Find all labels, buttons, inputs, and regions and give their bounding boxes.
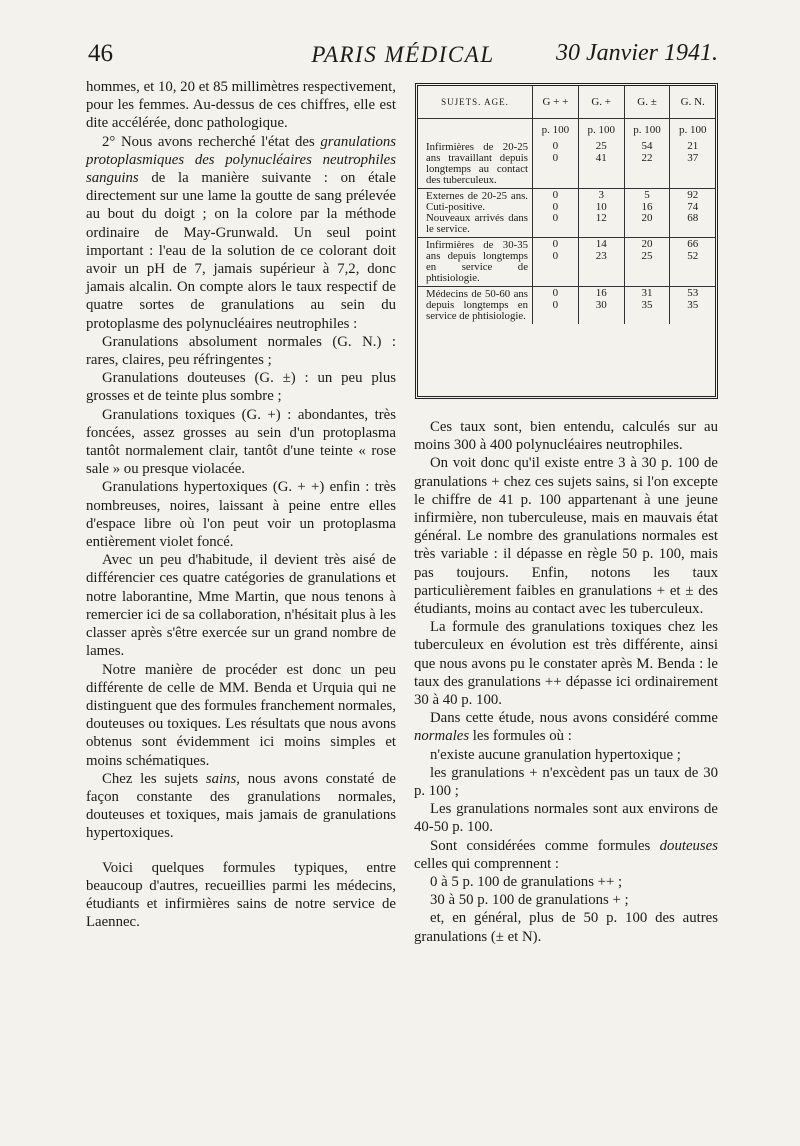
value-cell bbox=[578, 238, 624, 287]
paragraph: 2° Nous avons recherché l'état des granulations protoplasmiques des polynucléaires neutrophiles sanguins de la manière suivante : on étale directement sur une lame la goutte de sang prélevée au bout du doigt ; on la colore par la méthode ordinaire de May-Grunwald. Un seul point important : l'eau de la solution de ce colorant doit avoir un pH de 7, jamais supérieur à 7,2, donc jamais alcalin. On compte alors le taux respectif de quatre sortes de granulations au sein du protoplasme des polynucléaires neutrophiles : bbox=[86, 133, 396, 332]
paragraph: Dans cette étude, nous avons considéré comme normales les formules où : bbox=[414, 710, 718, 745]
unit-label: p. 100 bbox=[678, 124, 707, 136]
table-value: 20 bbox=[641, 212, 653, 224]
unit-label: p. 100 bbox=[624, 119, 670, 141]
paragraph: 30 à 50 p. 100 de granulations + ; bbox=[430, 892, 629, 909]
table-value: 22 bbox=[641, 151, 653, 164]
table-header: G. + bbox=[578, 86, 624, 119]
paragraph: Granulations douteuses (G. ±) : un peu plus grosses et de teinte plus sombre ; bbox=[86, 370, 396, 405]
table-value: 23 bbox=[595, 249, 607, 262]
value-cell bbox=[578, 140, 624, 189]
value-cell bbox=[670, 189, 715, 238]
right-column bbox=[414, 418, 718, 946]
paragraph: et, en général, plus de 50 p. 100 des autres granulations (± et N). bbox=[414, 910, 718, 945]
table-value: 10 bbox=[595, 200, 607, 213]
paragraph: Notre manière de procéder est donc un peu différente de celle de MM. Benda et Urquia qui ne distinguent que des formules franchement normales, douteuses ou toxiques. Les résultats que nous avons obtenus sont évidemment ici moins simples et moins schématiques. bbox=[86, 661, 396, 769]
table-value: 25 bbox=[595, 140, 607, 152]
paragraph: On voit donc qu'il existe entre 3 à 30 p. 100 de granulations + chez ces sujets sains, si l'on excepte le chiffre de 41 p. 100 appartenant à une jeune infirmière, non tuberculeuse, mais en mauvais état général. Le nombre des granulations normales est très variable : il dépasse en règle 50 p. 100, mais pas toujours. Enfin, notons les taux particulièrement faibles en granulations + et ± des étudiants, moins au contact avec les tuberculeux. bbox=[414, 455, 718, 618]
page-number: 46 bbox=[88, 40, 113, 67]
value-cell bbox=[624, 189, 670, 238]
table-header: G + + bbox=[533, 86, 579, 119]
table-value: 0 bbox=[552, 249, 559, 262]
table-value: 5 bbox=[644, 189, 650, 201]
table-value: 0 bbox=[552, 298, 559, 311]
paragraph: Ces taux sont, bien entendu, calculés sur au moins 300 à 400 polynucléaires neutrophiles. bbox=[414, 419, 718, 454]
paragraph: Sont considérées comme formules douteuses celles qui comprennent : bbox=[414, 837, 718, 872]
table-value: 14 bbox=[595, 238, 607, 250]
table-header: SUJETS. AGE. bbox=[418, 86, 533, 119]
value-cell bbox=[533, 140, 579, 189]
paragraph: n'existe aucune granulation hypertoxique ; bbox=[430, 746, 681, 763]
paragraph: Granulations absolument normales (G. N.) : rares, claires, peu réfringentes ; bbox=[86, 333, 396, 369]
table-value: 0 bbox=[552, 238, 559, 250]
value-cell bbox=[578, 189, 624, 238]
paragraph: Avec un peu d'habitude, il devient très aisé de différencier ces quatre catégories de granulations et notre laborantine, Mme Martin, que nous tenons à remercier ici de sa collaboration, n'hésitait plus à les classer après s'être exercée sur un grand nombre de lames. bbox=[86, 552, 396, 660]
table-value: 31 bbox=[641, 287, 653, 299]
paragraph: La formule des granulations toxiques chez les tuberculeux en évolution est très différente, ainsi que nous avons pu le constater après M. Benda : le taux des granulations ++ dépasse ici ordinairement 30 à 40 p. 100. bbox=[414, 619, 718, 709]
table-value: 21 bbox=[687, 140, 699, 152]
paragraph: Granulations hypertoxiques (G. + +) enfin : très nombreuses, noires, laissant à peine entre elles d'espace libre où l'on peut voir un protoplasma entièrement violet foncé. bbox=[86, 479, 396, 551]
table-value: 0 bbox=[552, 189, 559, 201]
table-row bbox=[418, 140, 715, 189]
table-value: 0 bbox=[552, 200, 559, 213]
table-value: 3 bbox=[598, 189, 604, 201]
value-cell bbox=[624, 140, 670, 189]
table-row bbox=[418, 238, 715, 287]
table-row bbox=[418, 287, 715, 325]
paragraph: les granulations + n'excèdent pas un taux de 30 p. 100 ; bbox=[414, 764, 718, 800]
value-cell bbox=[533, 189, 579, 238]
table-value: 66 bbox=[687, 238, 699, 250]
subject-description: Médecins de 50-60 ans depuis longtemps en service de phtisiologie. bbox=[418, 287, 533, 325]
paragraph: Granulations toxiques (G. +) : abondantes, très foncées, assez grosses au sein d'un protoplasma tantôt normalement clair, tantôt d'une teinte « rose sale » ou presque violacée. bbox=[86, 406, 396, 478]
unit-label: p. 100 bbox=[533, 119, 579, 141]
table-value: 35 bbox=[641, 298, 653, 311]
table-value: 25 bbox=[641, 249, 653, 262]
table-value: 30 bbox=[595, 298, 607, 311]
table-value: 37 bbox=[687, 151, 699, 164]
paragraph: hommes, et 10, 20 et 85 millimètres respectivement, pour les femmes. Au-dessus de ces chiffres, elle est dite accélérée, donc pathologique. bbox=[86, 79, 396, 132]
table-value: 0 bbox=[552, 140, 559, 152]
table-value: 35 bbox=[687, 298, 699, 311]
issue-date: 30 Janvier 1941. bbox=[556, 40, 718, 66]
value-cell bbox=[533, 287, 579, 325]
table-value: 0 bbox=[552, 212, 559, 224]
value-cell bbox=[533, 238, 579, 287]
value-cell bbox=[670, 140, 715, 189]
table-header: G. N. bbox=[670, 86, 715, 119]
table-value: 0 bbox=[552, 151, 559, 164]
unit-label: p. 100 bbox=[578, 119, 624, 141]
table-row bbox=[418, 189, 715, 238]
value-cell bbox=[670, 238, 715, 287]
table-value: 68 bbox=[687, 212, 699, 224]
table-header: G. ± bbox=[624, 86, 670, 119]
table-value: 12 bbox=[595, 212, 607, 224]
granulation-table bbox=[415, 83, 718, 399]
table-value: 20 bbox=[641, 238, 653, 250]
value-cell bbox=[578, 287, 624, 325]
left-column bbox=[86, 78, 396, 931]
value-cell bbox=[624, 287, 670, 325]
subject-description: Infirmières de 20-25 ans travaillant depuis longtemps au contact des tuberculeux. bbox=[418, 140, 533, 189]
table-value: 41 bbox=[595, 151, 607, 164]
value-cell bbox=[670, 287, 715, 325]
journal-title: PARIS MÉDICAL bbox=[311, 42, 495, 67]
table-value: 16 bbox=[595, 287, 607, 299]
table-value: 52 bbox=[687, 249, 699, 262]
value-cell bbox=[624, 238, 670, 287]
table-value: 53 bbox=[687, 287, 699, 299]
table-value: 74 bbox=[687, 200, 699, 213]
subject-description: Infirmières de 30-35 ans depuis longtemps en service de phtisiologie. bbox=[418, 238, 533, 287]
table-value: 0 bbox=[552, 287, 559, 299]
table-value: 92 bbox=[687, 189, 699, 201]
paragraph: Chez les sujets sains, nous avons constaté de façon constante des granulations normales, douteuses et toxiques, mais jamais de granulations hypertoxiques. bbox=[86, 770, 396, 842]
paragraph: 0 à 5 p. 100 de granulations ++ ; bbox=[430, 874, 623, 891]
subject-description: Externes de 20-25 ans. Cuti-positive. Nouveaux arrivés dans le service. bbox=[418, 189, 533, 238]
paragraph: Voici quelques formules typiques, entre beaucoup d'autres, recueillies parmi les médecins, étudiants et infirmières sains de notre service de Laennec. bbox=[86, 859, 396, 931]
table-value: 16 bbox=[641, 200, 653, 213]
running-header bbox=[88, 40, 718, 74]
paragraph: Les granulations normales sont aux environs de 40-50 p. 100. bbox=[414, 801, 718, 836]
table-value: 54 bbox=[641, 140, 653, 152]
